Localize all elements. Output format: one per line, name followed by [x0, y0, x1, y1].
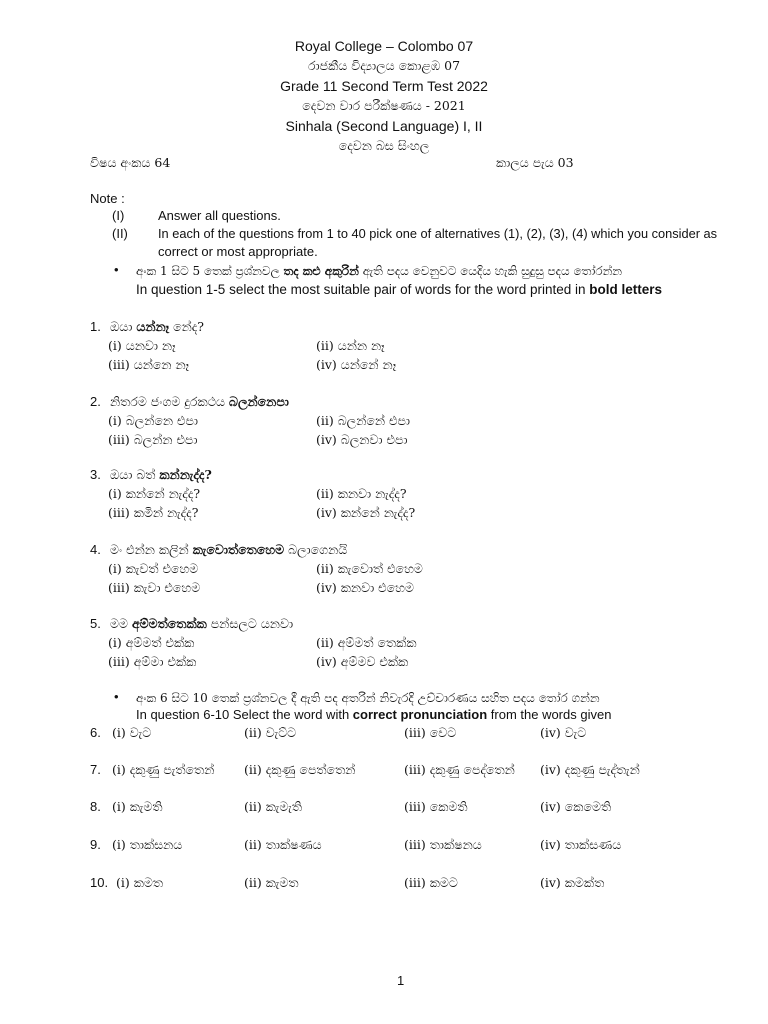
answer-option: (ii) යන්න නෑ — [316, 338, 385, 353]
answer-option: (ii) තාක්ෂණය — [244, 837, 322, 852]
section2-instruction-english: In question 6-10 Select the word with correct pronunciation from the words given — [136, 707, 612, 722]
exam-title-sinhala: දෙවන වාර පරීක්ෂණය - 2021 — [302, 98, 466, 113]
question-number: 2. — [90, 394, 101, 409]
question-number: 5. — [90, 616, 101, 631]
answer-option: (ii) දකුණු පෙත්තෙන් — [244, 762, 356, 777]
answer-option: (i) කන්නේ නැද්ද? — [108, 486, 201, 501]
answer-option: (ii) වැට්ට — [244, 725, 297, 740]
answer-option: (ii) කැමත — [244, 875, 299, 890]
answer-option: (iv) තාක්සණය — [540, 837, 622, 852]
answer-option: (ii) කැවොත් එහෙම — [316, 561, 423, 576]
answer-option: (iv) දකුණු පැද්තැන් — [540, 762, 640, 777]
answer-option: (i) තාක්සනය — [112, 837, 183, 852]
answer-option: (ii) බලන්නේ එපා — [316, 413, 411, 428]
answer-option: (i) කමත — [116, 875, 164, 890]
note-item-num: (II) — [112, 226, 128, 241]
question-stem: ඔයා යන්නෑ නේද? — [110, 319, 205, 334]
question-number: 1. — [90, 319, 101, 334]
answer-option: (iv) යන්නේ නෑ — [316, 357, 397, 372]
answer-option: (ii) කනවා නැද්ද? — [316, 486, 407, 501]
question-stem: මම අම්මත්තෙක්ක පන්සලට යනවා — [110, 616, 294, 631]
answer-option: (i) බලන්නෙ එපා — [108, 413, 199, 428]
bullet-icon: • — [114, 689, 119, 704]
answer-option: (iv) කෙමෙති — [540, 799, 612, 814]
answer-option: (iv) කන්නේ නැද්ද? — [316, 505, 416, 520]
section1-instruction-sinhala: අංක 1 සිට 5 තෙක් ප්‍රශ්නවල තද කළු අකුරින් ඇති පදය වෙනුවට යෙදිය හැකි සුදුසු පදය තෝරන්න — [136, 264, 623, 278]
answer-option: (iv) අම්මව එක්ක — [316, 654, 409, 669]
school-title-sinhala: රාජකීය විද්‍යාලය කොළඹ 07 — [307, 58, 461, 73]
answer-option: (ii) අම්මත් තෙක්ක — [316, 635, 417, 650]
question-number: 7. — [90, 762, 101, 777]
answer-option: (i) අම්මත් එක්ක — [108, 635, 195, 650]
question-stem: ඔයා බත් කන්නැද්ද? — [110, 467, 212, 482]
question-stem: මං එන්න කලින් කැවොත්තෙහෙම බලාගෙනයි — [110, 542, 348, 557]
answer-option: (iii) තාක්ෂනය — [404, 837, 482, 852]
question-number: 8. — [90, 799, 101, 814]
subject-title: Sinhala (Second Language) I, II — [285, 118, 483, 134]
question-number: 9. — [90, 837, 101, 852]
section1-instruction-english: In question 1-5 select the most suitable pair of words for the word printed in bold letters — [136, 282, 663, 297]
answer-option: (iv) වැට — [540, 725, 587, 740]
answer-option: (iii) කමට — [404, 875, 458, 890]
note-item-num: (I) — [112, 208, 125, 223]
answer-option: (i) යනවා නෑ — [108, 338, 176, 353]
answer-option: (iv) බලනවා එපා — [316, 432, 408, 447]
answer-option: (iii) කැවා එහෙම — [108, 580, 201, 595]
answer-option: (i) දකුණු පැත්තෙන් — [112, 762, 215, 777]
answer-option: (i) කැවත් එහෙම — [108, 561, 199, 576]
note-label: Note : — [90, 191, 125, 206]
time-allowed: කාලය පැය 03 — [496, 155, 574, 170]
answer-option: (iv) කමක්ත — [540, 875, 605, 890]
question-number: 10. — [90, 875, 109, 890]
subject-title-sinhala: දෙවන බස සිංහල — [338, 138, 430, 153]
answer-option: (iii) අම්මා එක්ක — [108, 654, 197, 669]
answer-option: (i) කැමති — [112, 799, 163, 814]
subject-index: විෂය අංකය 64 — [90, 155, 171, 170]
note-item-text: Answer all questions. — [158, 208, 281, 223]
answer-option: (iii) වෙට — [404, 725, 457, 740]
answer-option: (iii) කෙමති — [404, 799, 468, 814]
note-item-text: In each of the questions from 1 to 40 pick one of alternatives (1), (2), (3), (4) which you consider as — [158, 226, 718, 241]
question-number: 6. — [90, 725, 101, 740]
page-number: 1 — [397, 973, 405, 988]
answer-option: (ii) කැමැති — [244, 799, 302, 814]
question-number: 3. — [90, 467, 101, 482]
question-stem: නිතරම ජංගම දුරකථය බලන්නෙපා — [110, 394, 289, 409]
answer-option: (iii) දකුණු පෙද්තෙන් — [404, 762, 515, 777]
exam-title: Grade 11 Second Term Test 2022 — [280, 78, 488, 94]
answer-option: (iii) යන්නෙ නෑ — [108, 357, 190, 372]
answer-option: (i) වැට — [112, 725, 152, 740]
answer-option: (iii) බලන්න එපා — [108, 432, 198, 447]
bullet-icon: • — [114, 262, 119, 277]
note-item-text: correct or most appropriate. — [158, 244, 318, 259]
question-number: 4. — [90, 542, 101, 557]
school-title: Royal College – Colombo 07 — [294, 38, 474, 54]
section2-instruction-sinhala: අංක 6 සිට 10 තෙක් ප්‍රශ්නවල දී ඇති පද අතරින් නිවැරදි උච්චාරණය සහිත පදය තෝර ගන්න — [136, 691, 600, 705]
answer-option: (iii) කමින් නැද්ද? — [108, 505, 199, 520]
answer-option: (iv) කනවා එහෙම — [316, 580, 414, 595]
